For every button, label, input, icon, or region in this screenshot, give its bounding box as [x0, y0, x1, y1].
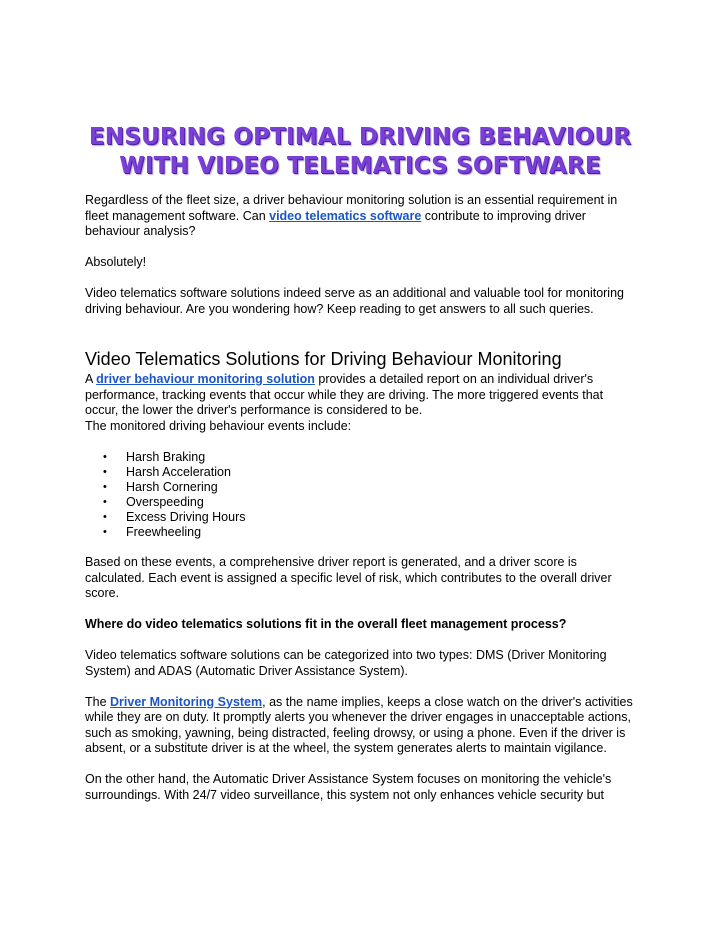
- page-title-line-1: ENSURING OPTIMAL DRIVING BEHAVIOUR: [88, 124, 632, 151]
- list-item: [85, 465, 635, 480]
- intro-paragraph-2: Absolutely!: [85, 255, 147, 269]
- driver-behaviour-monitoring-solution-link[interactable]: driver behaviour monitoring solution: [96, 372, 315, 386]
- intro-paragraph-3: Video telematics software solutions indeed serve as an additional and valuable tool for monitoring driving behaviour. Are you wondering how? Keep reading to get answers to all such queries.: [85, 286, 624, 316]
- section-paragraph-1: [85, 372, 635, 419]
- events-list: [85, 450, 635, 540]
- list-item: [85, 525, 635, 540]
- event-label: Excess Driving Hours: [126, 509, 246, 524]
- section-text: A: [85, 372, 97, 386]
- document-body: [85, 193, 635, 803]
- event-label: Harsh Acceleration: [126, 464, 231, 479]
- section-text-after: provides a detailed report on an individual driver's performance, tracking events that occur while they are driving. The more triggered events that occur, the lower the driver's performance is considered to be.: [85, 372, 604, 417]
- section-paragraph-3: Video telematics software solutions can be categorized into two types: DMS (Driver Monitoring System) and ADAS (Automatic Driver Assistance System).: [85, 648, 607, 678]
- event-label: Harsh Cornering: [126, 479, 218, 494]
- section-heading: Video Telematics Solutions for Driving Behaviour Monitoring: [85, 349, 562, 369]
- bullet-icon: •: [103, 465, 107, 478]
- event-label: Freewheeling: [126, 524, 202, 539]
- section-paragraph-2: Based on these events, a comprehensive driver report is generated, and a driver score is calculated. Each event is assigned a specific level of risk, which contributes to the overall driver score.: [85, 555, 612, 600]
- intro-text-after: contribute to improving driver behaviour analysis?: [85, 208, 586, 238]
- list-item: [85, 480, 635, 495]
- events-intro: The monitored driving behaviour events include:: [85, 418, 352, 433]
- dms-text-after: , as the name implies, keeps a close watch on the driver's activities while they are on duty. It promptly alerts you whenever the driver engages in unacceptable actions, such as smoking, yawning, being distracted, feeling drowsy, or using a phone. Even if the driver is absent, or a substitute driver is at the wheel, the system generates alerts to maintain vigilance.: [85, 694, 633, 755]
- dms-text: The: [85, 694, 111, 709]
- event-label: Harsh Braking: [126, 449, 206, 464]
- list-item: [85, 495, 635, 510]
- bullet-icon: •: [103, 450, 107, 463]
- list-item: [85, 510, 635, 525]
- page-title: [85, 123, 635, 181]
- video-telematics-software-link[interactable]: video telematics software: [269, 208, 422, 223]
- bullet-icon: •: [103, 510, 107, 523]
- list-item: [85, 450, 635, 465]
- page-title-line-2: WITH VIDEO TELEMATICS SOFTWARE: [119, 153, 601, 180]
- section-paragraph-5: On the other hand, the Automatic Driver Assistance System focuses on monitoring the vehicle's surroundings. With 24/7 video surveillance, this system not only enhances vehicle security but: [85, 772, 612, 802]
- section-paragraph-4: [85, 695, 635, 757]
- intro-text: Regardless of the fleet size, a driver behaviour monitoring solution is an essential requirement in fleet management software. Can: [85, 193, 618, 223]
- question-heading: Where do video telematics solutions fit in the overall fleet management process?: [85, 617, 567, 631]
- bullet-icon: •: [103, 495, 107, 508]
- driver-monitoring-system-link[interactable]: Driver Monitoring System: [110, 694, 263, 709]
- bullet-icon: •: [103, 525, 107, 538]
- event-label: Overspeeding: [126, 494, 204, 509]
- intro-paragraph-1: [85, 193, 635, 240]
- bullet-icon: •: [103, 480, 107, 493]
